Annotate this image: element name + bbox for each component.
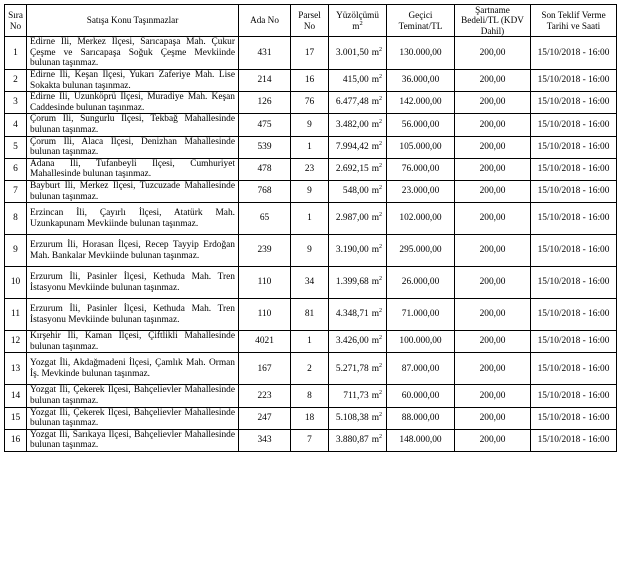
area-value: 3.880,87: [335, 434, 369, 445]
cell-sira: 10: [5, 267, 27, 299]
area-unit: m: [371, 245, 379, 256]
cell-teminat: 26.000,00: [387, 267, 455, 299]
cell-parsel: 7: [291, 429, 329, 451]
cell-teminat: 36.000,00: [387, 70, 455, 92]
cell-sira: 6: [5, 158, 27, 180]
cell-alan: [329, 267, 387, 299]
cell-tarih: 15/10/2018 - 16:00: [531, 203, 617, 235]
cell-konu: Erzurum İli, Horasan İlçesi, Recep Tayyip Erdoğan Mah. Bankalar Mevkiinde bulunan taşınmaz.: [27, 235, 239, 267]
cell-teminat: 295.000,00: [387, 235, 455, 267]
cell-konu: Edirne İli, Uzunköprü İlçesi, Muradiye Mah. Keşan Caddesinde bulunan taşınmaz.: [27, 92, 239, 114]
cell-sira: 4: [5, 114, 27, 136]
cell-ada: 4021: [239, 331, 291, 353]
area-unit: m: [371, 336, 379, 347]
area-unit: m: [371, 141, 379, 152]
header-sira: Sıra No: [5, 5, 27, 37]
area-unit: m: [371, 277, 379, 288]
area-unit: m: [371, 164, 379, 175]
area-unit: m: [371, 213, 379, 224]
area-unit-sup: 2: [379, 411, 382, 418]
cell-sira: 11: [5, 299, 27, 331]
cell-teminat: 142.000,00: [387, 92, 455, 114]
cell-sartname: 200,00: [455, 331, 531, 353]
cell-konu: Edirne İli, Merkez İlçesi, Sarıcapaşa Mah. Çukur Çeşme ve Sarıcapaşa Soğuk Çeşme Mevkiinde bulunan taşınmaz.: [27, 37, 239, 70]
cell-alan: [329, 114, 387, 136]
header-yuzolcumu-sup: 2: [359, 19, 363, 27]
table-row: [5, 385, 617, 407]
area-unit: m: [371, 119, 379, 130]
area-unit-sup: 2: [379, 308, 382, 315]
cell-sartname: 200,00: [455, 136, 531, 158]
cell-sartname: 200,00: [455, 299, 531, 331]
cell-konu: Erzurum İli, Pasinler İlçesi, Kethuda Mah. Tren İstasyonu Mevkiinde bulunan taşınmaz.: [27, 299, 239, 331]
cell-parsel: 16: [291, 70, 329, 92]
cell-parsel: 1: [291, 136, 329, 158]
cell-konu: Erzurum İli, Pasinler İlçesi, Kethuda Mah. Tren İstasyonu Mevkiinde bulunan taşınmaz.: [27, 267, 239, 299]
table-row: [5, 92, 617, 114]
cell-sartname: 200,00: [455, 385, 531, 407]
area-unit-sup: 2: [379, 276, 382, 283]
cell-ada: 110: [239, 299, 291, 331]
cell-konu: Erzincan İli, Çayırlı İlçesi, Atatürk Mah. Uzunkapunam Mevkiinde bulunan taşınmaz.: [27, 203, 239, 235]
cell-tarih: 15/10/2018 - 16:00: [531, 385, 617, 407]
cell-konu: Yozgat İli, Akdağmadeni İlçesi, Çamlık Mah. Orman İş. Mevkinde bulunan taşınmaz.: [27, 353, 239, 385]
area-unit: m: [371, 412, 379, 423]
cell-ada: 539: [239, 136, 291, 158]
table-row: [5, 267, 617, 299]
area-value: 3.190,00: [335, 245, 369, 256]
cell-teminat: 76.000,00: [387, 158, 455, 180]
cell-sartname: 200,00: [455, 353, 531, 385]
area-unit-sup: 2: [379, 389, 382, 396]
cell-teminat: 105.000,00: [387, 136, 455, 158]
cell-parsel: 17: [291, 37, 329, 70]
area-value: 1.399,68: [335, 277, 369, 288]
cell-teminat: 148.000,00: [387, 429, 455, 451]
document-page: [4, 4, 616, 452]
cell-konu: Bayburt İli, Merkez İlçesi, Tuzcuzade Mahallesinde bulunan taşınmaz.: [27, 180, 239, 202]
cell-konu: Kırşehir İli, Kaman İlçesi, Çiftlikli Mahallesinde bulunan taşınmaz.: [27, 331, 239, 353]
header-parsel: Parsel No: [291, 5, 329, 37]
header-teminat: Geçici Teminat/TL: [387, 5, 455, 37]
cell-tarih: 15/10/2018 - 16:00: [531, 158, 617, 180]
cell-tarih: 15/10/2018 - 16:00: [531, 235, 617, 267]
area-value: 4.348,71: [335, 309, 369, 320]
area-unit-sup: 2: [379, 362, 382, 369]
cell-ada: 167: [239, 353, 291, 385]
cell-tarih: 15/10/2018 - 16:00: [531, 353, 617, 385]
table-row: [5, 37, 617, 70]
cell-alan: [329, 136, 387, 158]
cell-sira: 14: [5, 385, 27, 407]
cell-tarih: 15/10/2018 - 16:00: [531, 407, 617, 429]
cell-tarih: 15/10/2018 - 16:00: [531, 37, 617, 70]
cell-teminat: 71.000,00: [387, 299, 455, 331]
cell-ada: 65: [239, 203, 291, 235]
header-yuzolcumu-text: Yüzölçümü m: [336, 10, 379, 31]
area-value: 3.426,00: [335, 336, 369, 347]
cell-alan: [329, 385, 387, 407]
cell-parsel: 8: [291, 385, 329, 407]
table-row: [5, 136, 617, 158]
table-row: [5, 235, 617, 267]
cell-tarih: 15/10/2018 - 16:00: [531, 180, 617, 202]
header-konu: Satışa Konu Taşınmazlar: [27, 5, 239, 37]
cell-ada: 239: [239, 235, 291, 267]
cell-sartname: 200,00: [455, 407, 531, 429]
table-row: [5, 70, 617, 92]
cell-parsel: 76: [291, 92, 329, 114]
cell-sira: 13: [5, 353, 27, 385]
cell-sira: 8: [5, 203, 27, 235]
cell-sartname: 200,00: [455, 235, 531, 267]
area-value: 7.994,42: [335, 141, 369, 152]
cell-ada: 478: [239, 158, 291, 180]
cell-parsel: 1: [291, 331, 329, 353]
cell-tarih: 15/10/2018 - 16:00: [531, 114, 617, 136]
cell-ada: 223: [239, 385, 291, 407]
cell-konu: Yozgat İli, Çekerek İlçesi, Bahçelievler Mahallesinde bulunan taşınmaz.: [27, 385, 239, 407]
cell-teminat: 23.000,00: [387, 180, 455, 202]
cell-sira: 15: [5, 407, 27, 429]
table-body: [5, 37, 617, 452]
cell-sira: 5: [5, 136, 27, 158]
cell-sira: 7: [5, 180, 27, 202]
cell-teminat: 88.000,00: [387, 407, 455, 429]
cell-alan: [329, 353, 387, 385]
area-unit: m: [371, 363, 379, 374]
cell-alan: [329, 92, 387, 114]
cell-sira: 1: [5, 37, 27, 70]
area-value: 711,73: [343, 390, 369, 401]
area-unit: m: [371, 75, 379, 86]
area-value: 6.477,48: [335, 97, 369, 108]
cell-tarih: 15/10/2018 - 16:00: [531, 429, 617, 451]
table-row: [5, 158, 617, 180]
cell-teminat: 102.000,00: [387, 203, 455, 235]
cell-alan: [329, 235, 387, 267]
area-value: 3.001,50: [335, 47, 369, 58]
cell-ada: 768: [239, 180, 291, 202]
cell-sartname: 200,00: [455, 429, 531, 451]
cell-tarih: 15/10/2018 - 16:00: [531, 92, 617, 114]
cell-konu: Yozgat İli, Sarıkaya İlçesi, Bahçelievler Mahallesinde bulunan taşınmaz.: [27, 429, 239, 451]
header-sartname: Şartname Bedeli/TL (KDV Dahil): [455, 5, 531, 37]
cell-ada: 247: [239, 407, 291, 429]
area-unit-sup: 2: [379, 244, 382, 251]
table-row: [5, 114, 617, 136]
cell-sartname: 200,00: [455, 180, 531, 202]
cell-sartname: 200,00: [455, 70, 531, 92]
table-row: [5, 407, 617, 429]
table-row: [5, 429, 617, 451]
cell-tarih: 15/10/2018 - 16:00: [531, 331, 617, 353]
cell-teminat: 56.000,00: [387, 114, 455, 136]
cell-ada: 214: [239, 70, 291, 92]
cell-teminat: 130.000,00: [387, 37, 455, 70]
cell-ada: 431: [239, 37, 291, 70]
cell-parsel: 9: [291, 180, 329, 202]
table-row: [5, 203, 617, 235]
area-unit-sup: 2: [379, 162, 382, 169]
cell-teminat: 60.000,00: [387, 385, 455, 407]
area-unit: m: [371, 390, 379, 401]
cell-konu: Edirne İli, Keşan İlçesi, Yukarı Zaferiye Mah. Lise Sokakta bulunan taşınmaz.: [27, 70, 239, 92]
cell-sira: 3: [5, 92, 27, 114]
cell-parsel: 1: [291, 203, 329, 235]
area-unit-sup: 2: [379, 46, 382, 53]
table-row: [5, 331, 617, 353]
table-row: [5, 299, 617, 331]
area-unit: m: [371, 47, 379, 58]
cell-sira: 16: [5, 429, 27, 451]
cell-alan: [329, 331, 387, 353]
cell-tarih: 15/10/2018 - 16:00: [531, 299, 617, 331]
area-unit-sup: 2: [379, 96, 382, 103]
area-unit: m: [371, 434, 379, 445]
cell-alan: [329, 299, 387, 331]
table-header-row: [5, 5, 617, 37]
cell-alan: [329, 37, 387, 70]
area-unit-sup: 2: [379, 335, 382, 342]
cell-parsel: 81: [291, 299, 329, 331]
cell-parsel: 18: [291, 407, 329, 429]
cell-tarih: 15/10/2018 - 16:00: [531, 70, 617, 92]
cell-konu: Yozgat İli, Çekerek İlçesi, Bahçelievler Mahallesinde bulunan taşınmaz.: [27, 407, 239, 429]
area-value: 2.692,15: [335, 164, 369, 175]
header-ada: Ada No: [239, 5, 291, 37]
cell-alan: [329, 180, 387, 202]
table-row: [5, 180, 617, 202]
cell-konu: Adana İli, Tufanbeyli İlçesi, Cumhuriyet Mahallesinde bulunan taşınmaz.: [27, 158, 239, 180]
cell-ada: 110: [239, 267, 291, 299]
cell-sira: 9: [5, 235, 27, 267]
area-unit-sup: 2: [379, 212, 382, 219]
header-yuzolcumu: [329, 5, 387, 37]
cell-sartname: 200,00: [455, 158, 531, 180]
cell-konu: Çorum İli, Sungurlu İlçesi, Tekbağ Mahallesinde bulunan taşınmaz.: [27, 114, 239, 136]
property-sale-table: [4, 4, 617, 452]
cell-parsel: 34: [291, 267, 329, 299]
cell-sira: 2: [5, 70, 27, 92]
area-unit: m: [371, 97, 379, 108]
cell-sartname: 200,00: [455, 114, 531, 136]
table-row: [5, 353, 617, 385]
cell-sartname: 200,00: [455, 267, 531, 299]
cell-tarih: 15/10/2018 - 16:00: [531, 267, 617, 299]
cell-parsel: 9: [291, 114, 329, 136]
area-value: 415,00: [342, 75, 369, 86]
cell-ada: 343: [239, 429, 291, 451]
cell-ada: 475: [239, 114, 291, 136]
area-value: 5.108,38: [335, 412, 369, 423]
area-value: 3.482,00: [335, 119, 369, 130]
area-value: 548,00: [342, 186, 369, 197]
header-son-teklif: Son Teklif Verme Tarihi ve Saati: [531, 5, 617, 37]
cell-teminat: 87.000,00: [387, 353, 455, 385]
cell-sartname: 200,00: [455, 203, 531, 235]
area-value: 5.271,78: [335, 363, 369, 374]
cell-alan: [329, 158, 387, 180]
cell-alan: [329, 70, 387, 92]
area-unit: m: [371, 309, 379, 320]
area-unit-sup: 2: [379, 74, 382, 81]
area-value: 2.987,00: [335, 213, 369, 224]
area-unit-sup: 2: [379, 433, 382, 440]
cell-parsel: 9: [291, 235, 329, 267]
area-unit: m: [371, 186, 379, 197]
area-unit-sup: 2: [379, 118, 382, 125]
cell-parsel: 2: [291, 353, 329, 385]
cell-alan: [329, 407, 387, 429]
cell-alan: [329, 429, 387, 451]
cell-alan: [329, 203, 387, 235]
cell-ada: 126: [239, 92, 291, 114]
cell-teminat: 100.000,00: [387, 331, 455, 353]
cell-sartname: 200,00: [455, 92, 531, 114]
area-unit-sup: 2: [379, 140, 382, 147]
cell-konu: Çorum İli, Alaca İlçesi, Denizhan Mahallesinde bulunan taşınmaz.: [27, 136, 239, 158]
cell-tarih: 15/10/2018 - 16:00: [531, 136, 617, 158]
cell-sira: 12: [5, 331, 27, 353]
cell-parsel: 23: [291, 158, 329, 180]
cell-sartname: 200,00: [455, 37, 531, 70]
area-unit-sup: 2: [379, 185, 382, 192]
